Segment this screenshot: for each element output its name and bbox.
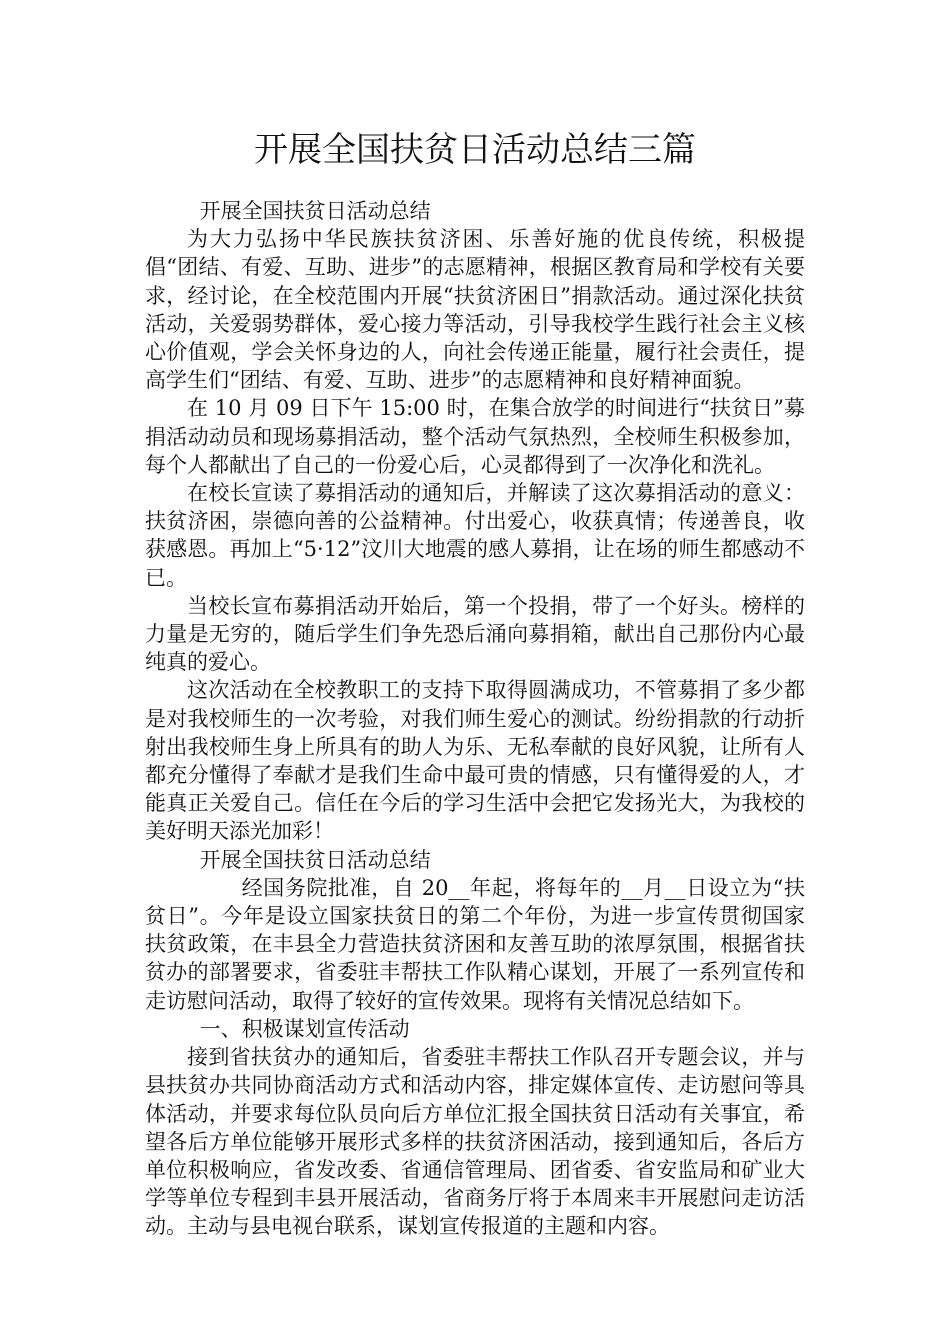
document-title: 开展全国扶贫日活动总结三篇 — [254, 130, 696, 170]
paragraph: 在校长宣读了募捐活动的通知后，并解读了这次募捐活动的意义：扶贫济困，崇德向善的公益精神。付出爱心，收获真情；传递善良，收获感恩。再加上“5·12”汶川大地震的感人募捐，让在场的师生都感动不已。 — [145, 481, 805, 590]
paragraph: 在 10 月 09 日下午 15:00 时，在集合放学的时间进行“扶贫日”募捐活动动员和现场募捐活动，整个活动气氛热烈，全校师生积极参加，每个人都献出了自己的一份爱心后，心灵都得到了一次净化和洗礼。 — [145, 396, 805, 477]
paragraph: 接到省扶贫办的通知后，省委驻丰帮扶工作队召开专题会议，并与县扶贫办共同协商活动方式和活动内容，排定媒体宣传、走访慰问等具体活动，并要求每位队员向后方单位汇报全国扶贫日活动有关事宜，希望各后方单位能够开展形式多样的扶贫济困活动，接到通知后，各后方单位积极响应，省发改委、省通信管理局、团省委、省安监局和矿业大学等单位专程到丰县开展活动，省商务厅将于本周来丰开展慰问走访活动。主动与县电视台联系，谋划宣传报道的主题和内容。 — [145, 1045, 805, 1239]
section-heading: 开展全国扶贫日活动总结 — [199, 847, 431, 872]
paragraph: 为大力弘扬中华民族扶贫济困、乐善好施的优良传统，积极提倡“团结、有爱、互助、进步”的志愿精神，根据区教育局和学校有关要求，经讨论，在全校范围内开展“扶贫济困日”捐款活动。通过深化扶贫活动，关爱弱势群体，爱心接力等活动，引导我校学生践行社会主义核心价值观，学会关怀身边的人，向社会传递正能量，履行社会责任，提高学生们“团结、有爱、互助、进步”的志愿精神和良好精神面貌。 — [145, 227, 805, 393]
document-body — [145, 197, 805, 1241]
section-heading: 开展全国扶贫日活动总结 — [199, 199, 431, 223]
subsection-heading: 一、积极谋划宣传活动 — [199, 1016, 410, 1041]
paragraph: 当校长宣布募捐活动开始后，第一个投捐，带了一个好头。榜样的力量是无穷的，随后学生们争先恐后涌向募捐箱，献出自己那份内心最纯真的爱心。 — [145, 593, 805, 675]
paragraph: 经国务院批准，自 20__年起，将每年的__月__日设立为“扶贫日”。今年是设立国家扶贫日的第二个年份，为进一步宣传贯彻国家扶贫政策，在丰县全力营造扶贫济困和友善互助的浓厚氛围，根据省扶贫办的部署要求，省委驻丰帮扶工作队精心谋划，开展了一系列宣传和走访慰问活动，取得了较好的宣传效果。现将有关情况总结如下。 — [145, 875, 805, 1013]
paragraph: 这次活动在全校教职工的支持下取得圆满成功，不管募捐了多少都是对我校师生的一次考验，对我们师生爱心的测试。纷纷捐款的行动折射出我校师生身上所具有的助人为乐、无私奉献的良好风貌，让所有人都充分懂得了奉献才是我们生命中最可贵的情感，只有懂得爱的人，才能真正关爱自己。信任在今后的学习生活中会把它发扬光大，为我校的美好明天添光加彩！ — [145, 678, 805, 844]
